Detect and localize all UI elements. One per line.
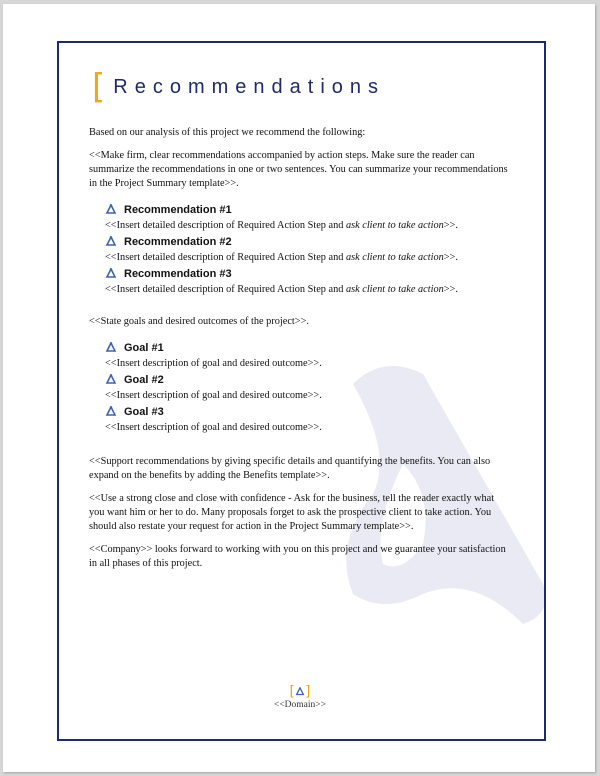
page-footer xyxy=(260,684,340,710)
recommendation-title: Recommendation #1 xyxy=(124,204,232,216)
recommendation-item xyxy=(105,233,509,265)
goal-title: Goal #2 xyxy=(124,374,164,386)
goal-description: <<Insert description of goal and desired outcome>>. xyxy=(105,422,322,433)
title-bracket-icon: [ xyxy=(92,67,106,107)
goal-description: <<Insert description of goal and desired outcome>>. xyxy=(105,390,322,401)
intro-paragraph: Based on our analysis of this project we recommend the following: xyxy=(89,127,366,138)
goal-title: Goal #1 xyxy=(124,342,164,354)
recycle-arrows-icon xyxy=(105,204,117,216)
recommendation-item xyxy=(105,265,509,297)
document-body xyxy=(89,126,509,571)
goal-item xyxy=(105,403,509,435)
goal-list xyxy=(89,339,509,435)
recommendation-list xyxy=(89,201,509,297)
recommendation-description: <<Insert detailed description of Required Action Step and ask client to take action>>. xyxy=(105,252,458,263)
support-paragraph: <<Support recommendations by giving specific details and quantifying the benefits. You can also expand on the benefits by adding the Benefits template>>. xyxy=(89,456,491,481)
recycle-arrows-icon xyxy=(105,236,117,248)
footer-domain: <<Domain>> xyxy=(273,700,327,710)
recommendation-item xyxy=(105,201,509,233)
recycle-arrows-icon xyxy=(105,406,117,418)
recommendation-description: <<Insert detailed description of Required Action Step and ask client to take action>>. xyxy=(105,220,458,231)
goal-title: Goal #3 xyxy=(124,406,164,418)
recommendation-title: Recommendation #2 xyxy=(124,236,232,248)
goal-description: <<Insert description of goal and desired outcome>>. xyxy=(105,358,322,369)
recycle-arrows-icon xyxy=(105,268,117,280)
close-paragraph: <<Use a strong close and close with confidence - Ask for the business, tell the reader exactly what you want him or her to do. Many proposals forget to ask the prospective client to take action. You should also restate your request for action in the Project Summary template>>. xyxy=(89,493,495,532)
page-title xyxy=(92,67,386,107)
goals-intro-paragraph: <<State goals and desired outcomes of the project>>. xyxy=(89,316,309,327)
goal-item xyxy=(105,371,509,403)
instructions-paragraph: <<Make firm, clear recommendations accompanied by action steps. Make sure the reader can summarize the recommendations in one or two sentences. You can summarize your recommendations in the Project Summary template>>. xyxy=(89,150,508,189)
company-paragraph: <<Company>> looks forward to working with you on this project and we guarantee your satisfaction in all phases of this project. xyxy=(89,544,506,569)
recycle-arrows-icon xyxy=(105,374,117,386)
recommendation-title: Recommendation #3 xyxy=(124,268,232,280)
title-text: Recommendations xyxy=(113,75,386,98)
recommendation-description: <<Insert detailed description of Required Action Step and ask client to take action>>. xyxy=(105,284,458,295)
footer-logo-icon: [ ] xyxy=(289,684,311,700)
goal-item xyxy=(105,339,509,371)
recycle-arrows-icon xyxy=(105,342,117,354)
